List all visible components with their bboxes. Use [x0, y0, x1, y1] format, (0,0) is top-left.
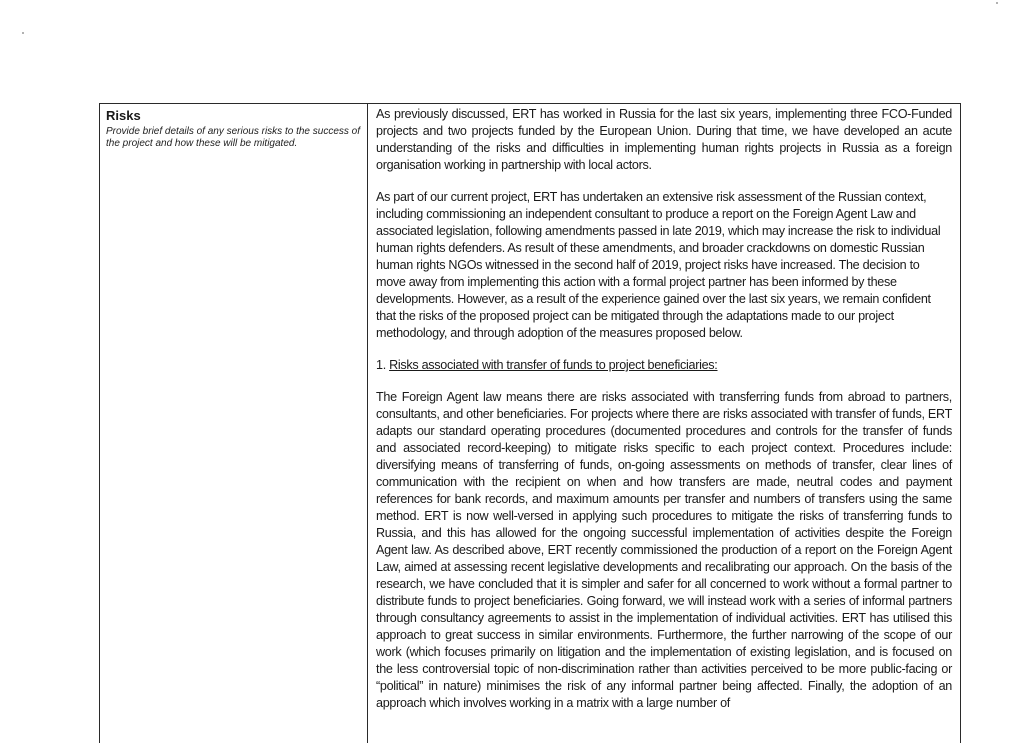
list-heading: [376, 357, 952, 374]
intro-paragraph: As previously discussed, ERT has worked in Russia for the last six years, implementing three FCO-Funded projects and two projects funded by the European Union. During that time, we have developed an acute understanding of the risks and difficulties in implementing human rights projects in Russia as a foreign organisation working in partnership with local actors.: [376, 107, 952, 172]
risks-table: [99, 103, 961, 743]
risks-label-cell: [100, 104, 368, 743]
funds-transfer-paragraph: The Foreign Agent law means there are risks associated with transferring funds from abroad to partners, consultants, and other beneficiaries. For projects where there are risks associated with transfer of funds, ERT adapts our standard operating procedures (documented procedures and controls for the transfer of funds and associated record-keeping) to mitigate risks specific to each project context. Procedures include: diversifying means of transferring of funds, on-going assessments on methods of transfer, clear lines of communication with the recipient on when and how transfers are made, neutral codes and payment references for bank records, and maximum amounts per transfer and numbers of transfers using the same method. ERT is now well-versed in applying such procedures to mitigate the risks of transferring funds to Russia, and this has allowed for the ongoing successful implementation of activities despite the Foreign Agent law. As described above, ERT recently commissioned the production of a report on the Foreign Agent Law, aimed at assessing recent legislative developments and recalibrating our approach. On the basis of the research, we have concluded that it is simpler and safer for all concerned to work without a formal partner to distribute funds to project beneficiaries. Going forward, we will instead work with a series of informal partners through consultancy agreements to assist in the implementation of individual activities. ERT has utilised this approach to great success in similar environments. Furthermore, the further narrowing of the scope of our work (which focuses primarily on litigation and the implementation of existing legislation, and is focused on the less controversial topic of non-discrimination rather than activities perceived to be more public-facing or “political” in nature) minimises the risk of any informal partner being affected. Finally, the adoption of an approach which involves working in a matrix with a large number of: [376, 390, 952, 710]
list-heading-number: 1.: [376, 358, 386, 372]
risks-content-cell: [368, 104, 960, 743]
section-instruction: Provide brief details of any serious risks to the success of the project and how these will be mitigated.: [106, 126, 361, 149]
list-heading-title: Risks associated with transfer of funds to project beneficiaries:: [389, 358, 718, 372]
scan-speck: [996, 2, 998, 4]
section-heading: Risks: [106, 108, 141, 123]
scan-speck: [22, 32, 24, 34]
risk-assessment-paragraph: As part of our current project, ERT has undertaken an extensive risk assessment of the Russian context, including commissioning an independent consultant to produce a report on the Foreign Agent Law and associated legislation, following amendments passed in late 2019, which may increase the risk to individual human rights defenders. As result of these amendments, and broader crackdowns on domestic Russian human rights NGOs witnessed in the second half of 2019, project risks have increased. The decision to move away from implementing this action with a formal project partner has been informed by these developments. However, as a result of the experience gained over the last six years, we remain confident that the risks of the proposed project can be mitigated through the adaptations made to our project methodology, and through adoption of the measures proposed below.: [376, 190, 941, 340]
